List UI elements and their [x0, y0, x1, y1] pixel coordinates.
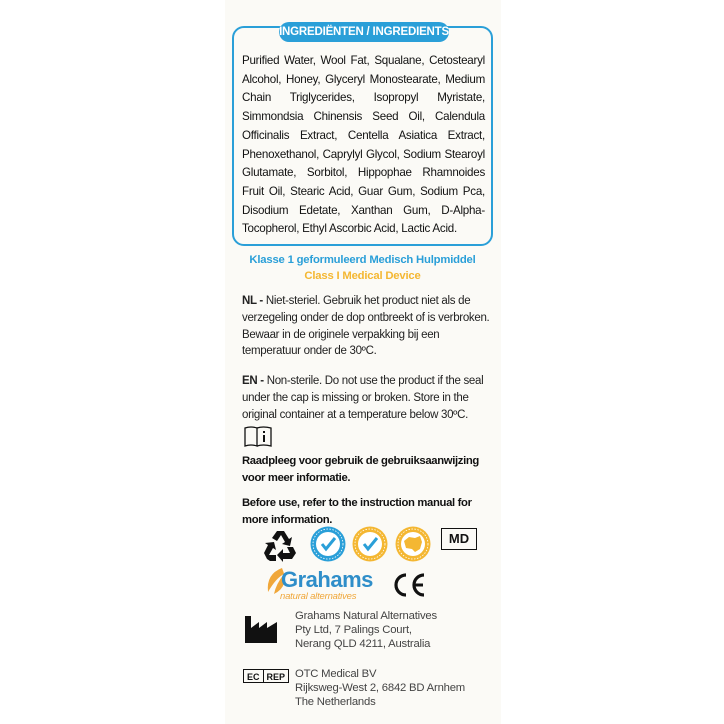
medical-device-symbol: MD — [441, 528, 477, 550]
made-in-australia-badge-icon — [394, 525, 432, 563]
natural-badge-icon — [309, 525, 347, 563]
ec-rep-line-2: Rijksweg-West 2, 6842 BD Arnhem — [295, 681, 466, 694]
australian-made-badge-icon — [351, 525, 389, 563]
ec-rep-address — [295, 668, 465, 709]
ingredients-list: Purified Water, Wool Fat, Squalane, Cetostearyl Alcohol, Honey, Glyceryl Monostearate, Medium Chain Triglycerides, Isopropyl Myristate, Simmondsia Chinensis Seed Oil, Calendula Officinalis Extract, Centella Asiatica Extract, Phenoxethanol, Caprylyl Glycol, Sodium Stearoyl Glutamate, Sorbitol, Hippophae Rhamnoides Fruit Oil, Stearic Acid, Guar Gum, Sodium Pca, Disodium Edetate, Xanthan Gum, D-Alpha-Tocopherol, Ethyl Ascorbic Acid, Lactic Acid. — [242, 54, 485, 236]
ec-label: EC — [243, 669, 264, 683]
instruction-manual-icon — [244, 425, 272, 447]
manufacturer-line-2: Pty Ltd, 7 Palings Court, — [295, 623, 412, 636]
manual-instruction-en: Before use, refer to the instruction manual for more information. — [242, 497, 472, 526]
manufacturer-icon — [244, 612, 278, 644]
brand-name: Grahams — [281, 567, 373, 592]
classification-nl: Klasse 1 geformuleerd Medisch Hulpmiddel — [249, 254, 476, 266]
manufacturer-line-1: Grahams Natural Alternatives — [295, 610, 437, 622]
ingredients-header: INGREDIËNTEN / INGREDIENTS — [279, 22, 449, 42]
ec-rep-symbol — [243, 669, 289, 683]
recycle-icon — [262, 529, 298, 563]
brand-tagline: natural alternatives — [280, 591, 357, 602]
warning-en-prefix: EN - — [242, 375, 267, 387]
warning-nl — [242, 293, 490, 360]
manual-instruction-nl: Raadpleeg voor gebruik de gebruiksaanwijzing voor meer informatie. — [242, 455, 479, 484]
ec-rep-line-1: OTC Medical BV — [295, 668, 377, 680]
warning-nl-prefix: NL - — [242, 295, 266, 307]
warning-en-text: Non-sterile. Do not use the product if the seal under the cap is missing or broken. Store in the original container at a temperature below 30ºC. — [242, 375, 484, 421]
ec-rep-line-3: The Netherlands — [295, 695, 376, 708]
ce-mark-icon — [392, 572, 428, 598]
manufacturer-address — [295, 610, 437, 651]
manufacturer-line-3: Nerang QLD 4211, Australia — [295, 637, 431, 650]
classification-en: Class I Medical Device — [304, 270, 421, 282]
warning-en — [242, 373, 490, 423]
warning-nl-text: Niet-steriel. Gebruik het product niet als de verzegeling onder de dop ontbreekt of is verbroken. Bewaar in de originele verpakking bij een temperatuur onder de 30ºC. — [242, 295, 490, 358]
rep-label: REP — [264, 669, 290, 683]
